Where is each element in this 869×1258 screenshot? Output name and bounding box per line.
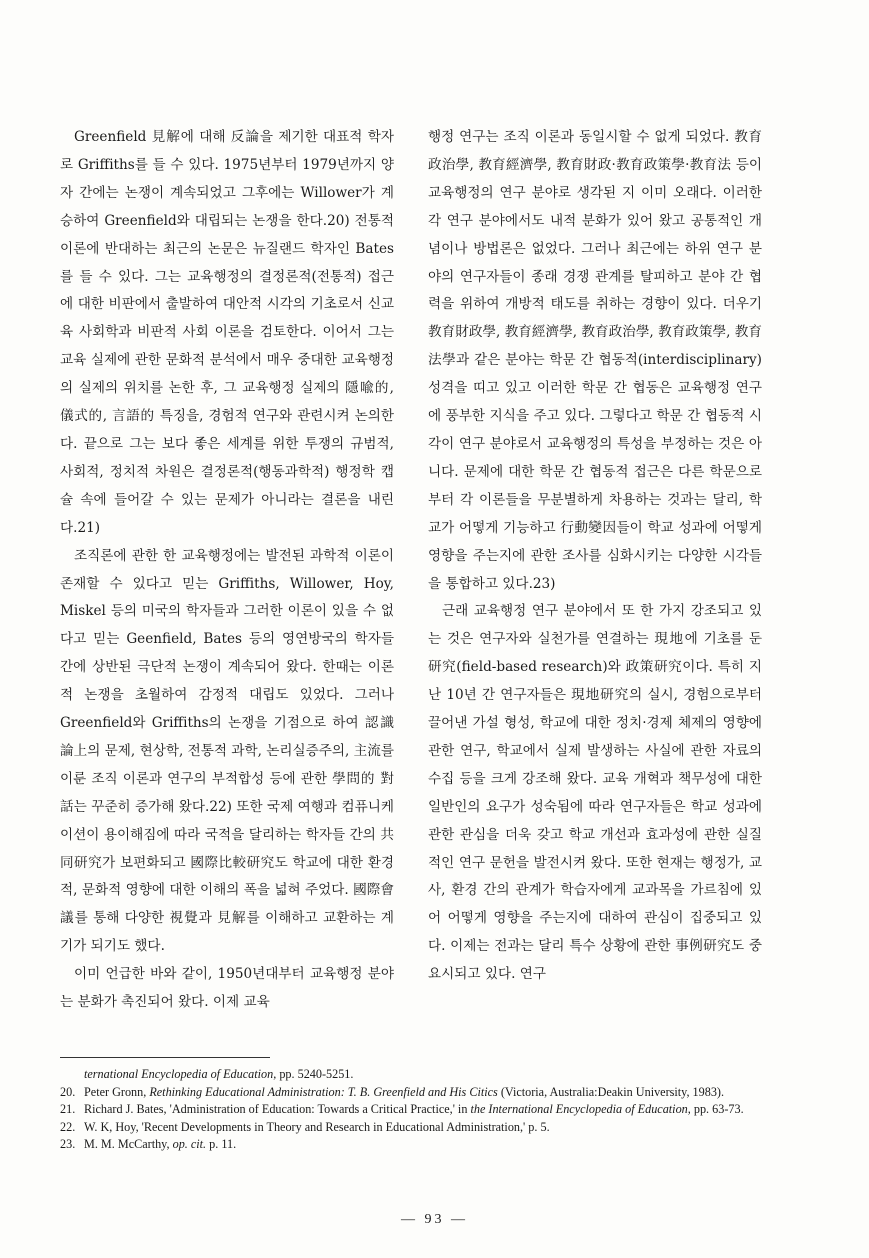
footnote-title: the International Encyclopedia of Education, <box>470 1102 691 1116</box>
footnote-number: 22. <box>60 1119 76 1134</box>
footnotes <box>60 1066 808 1154</box>
footnote-rule <box>60 1057 270 1058</box>
footnote-pages: pp. 5240-5251. <box>279 1067 354 1081</box>
paragraph: 이미 언급한 바와 같이, 1950년대부터 교육행정 분야는 분화가 촉진되어 왔다. 이제 교육 <box>60 966 394 1011</box>
footnote-author: Richard J. Bates, <box>84 1102 167 1116</box>
footnote-number: 20. <box>60 1084 76 1099</box>
footnote-22 <box>60 1119 808 1137</box>
right-column <box>428 124 762 989</box>
paragraph: 조직론에 관한 한 교육행정에는 발전된 과학적 이론이 존재할 수 있다고 믿는 Griffiths, Willower, Hoy, Miskel 등의 미국의 학자들과 그러한 이론이 있을 수 없다고 믿는 Geenfield, Bates 등의 영연방국의 학자들 간에 상반된 극단적 논쟁이 계속되어 왔다. 한때는 이론적 논쟁을 초월하여 감정적 대립도 있었다. 그러나 Greenfield와 Griffiths의 논쟁을 기점으로 하여 認識論上의 문제, 현상학, 전통적 과학, 논리실증주의, 主流를 이룬 조직 이론과 연구의 부적합성 등에 관한 學問的 對話는 꾸준히 증가해 왔다.22) 또한 국제 여행과 컴퓨니케이션이 용이해짐에 따라 국적을 달리하는 학자들 간의 共同研究가 보편화되고 國際比較研究도 학교에 대한 환경적, 문화적 영향에 대한 이해의 폭을 넓혀 주었다. 國際會議를 통해 다양한 視覺과 見解를 이해하고 교환하는 계기가 되기도 했다. <box>60 547 394 955</box>
paragraph: 근래 교육행정 연구 분야에서 또 한 가지 강조되고 있는 것은 연구자와 실천가를 연결하는 現地에 기초를 둔 研究(field-based research)와 政策研究이다. 특히 지난 10년 간 연구자들은 現地研究의 실시, 경험으로부터 끌어낸 가설 형성, 학교에 대한 정치·경제 체제의 영향에 관한 연구, 학교에서 실제 발생하는 사실에 관한 자료의 수집 등을 크게 강조해 왔다. 교육 개혁과 책무성에 대한 일반인의 요구가 성숙됨에 따라 연구자들은 학교 성과에 관한 관심을 더욱 갖고 학교 개선과 효과성에 관한 실질적인 연구 문헌을 발전시켜 왔다. 또한 현재는 행정가, 교사, 환경 간의 관계가 학습자에게 교과목을 가르침에 있어 어떻게 영향을 주는지에 대하여 관심이 집중되고 있다. 이제는 전과는 달리 특수 상황에 관한 事例研究도 중요시되고 있다. 연구 <box>428 603 762 983</box>
paragraph: 행정 연구는 조직 이론과 동일시할 수 없게 되었다. 教育政治學, 教育經濟學, 教育財政·教育政策學·教育法 등이 교육행정의 연구 분야로 생각된 지 이미 오래다. 이러한 각 연구 분야에서도 내적 분화가 있어 왔고 공통적인 개념이나 방법론은 없었다. 그러나 최근에는 하위 연구 분야의 연구자들이 종래 경쟁 관계를 탈피하고 분야 간 협력을 위하여 개방적 태도를 취하는 경향이 있다. 더우기 教育財政學, 教育經濟學, 教育政治學, 教育政策學, 教育法學과 같은 분야는 학문 간 협동적(interdisciplinary) 성격을 띠고 있고 이러한 학문 간 협동은 교육행정 연구에 풍부한 지식을 주고 있다. 그렇다고 학문 간 협동적 시각이 연구 분야로서 교육행정의 특성을 부정하는 것은 아니다. 문제에 대한 학문 간 협동적 접근은 다른 학문으로부터 각 이론들을 무분별하게 차용하는 것과는 달리, 학교가 어떻게 기능하고 行動變因들이 학교 성과에 어떻게 영향을 주는지에 관한 조사를 심화시키는 다양한 시각들을 통합하고 있다.23) <box>428 129 762 592</box>
footnote-rest: p. 11. <box>209 1137 237 1151</box>
footnote-number: 23. <box>60 1137 76 1151</box>
page-number: — 93 — <box>401 1212 468 1227</box>
footnote-title: ternational Encyclopedia of Education, <box>84 1067 277 1081</box>
footnote-23 <box>60 1136 808 1154</box>
footnote-rest: (Victoria, Australia:Deakin University, 1983). <box>500 1084 725 1099</box>
footnote-21 <box>60 1101 808 1119</box>
footnote-article: 'Administration of Education: Towards a Critical Practice,' in <box>169 1102 468 1116</box>
footnote-continued <box>60 1066 808 1084</box>
footnote-rest: p. 5. <box>528 1119 550 1134</box>
footnote-number: 21. <box>60 1102 76 1116</box>
footnote-author: Peter Gronn, <box>84 1084 147 1099</box>
footnote-title: op. cit. <box>172 1137 207 1151</box>
footnote-rest: pp. 63-73. <box>693 1102 744 1116</box>
footnote-author: M. M. McCarthy, <box>84 1137 170 1151</box>
footnote-title: Rethinking Educational Administration: T. B. Greenfield and His Citics <box>149 1084 498 1099</box>
left-column <box>60 124 394 1017</box>
footnote-article: 'Recent Developments in Theory and Research in Educational Administration,' <box>141 1119 526 1134</box>
paragraph: Greenfield 見解에 대해 反論을 제기한 대표적 학자로 Griffiths를 들 수 있다. 1975년부터 1979년까지 양자 간에는 논쟁이 계속되었고 그후에는 Willower가 계승하여 Greenfield와 대립되는 논쟁을 한다.20) 전통적 이론에 반대하는 최근의 논문은 뉴질랜드 학자인 Bates를 들 수 있다. 그는 교육행정의 결정론적(전통적) 접근에 대한 비판에서 출발하여 대안적 시각의 기초로서 신교육 사회학과 비판적 사회 이론을 검토한다. 이어서 그는 교육 실제에 관한 문화적 분석에서 매우 중대한 교육행정의 실제의 위치를 논한 후, 그 교육행정 실제의 隱喩的, 儀式的, 言語的 특징을, 경험적 연구와 관련시켜 논의한다. 끝으로 그는 보다 좋은 세계를 위한 투쟁의 규범적, 사회적, 정치적 차원은 결정론적(행동과학적) 행정학 캡슐 속에 들어갈 수 있는 문제가 아니라는 결론을 내린다.21) <box>60 129 394 536</box>
footnote-20 <box>60 1084 808 1102</box>
footnote-author: W. K, Hoy, <box>84 1119 139 1134</box>
